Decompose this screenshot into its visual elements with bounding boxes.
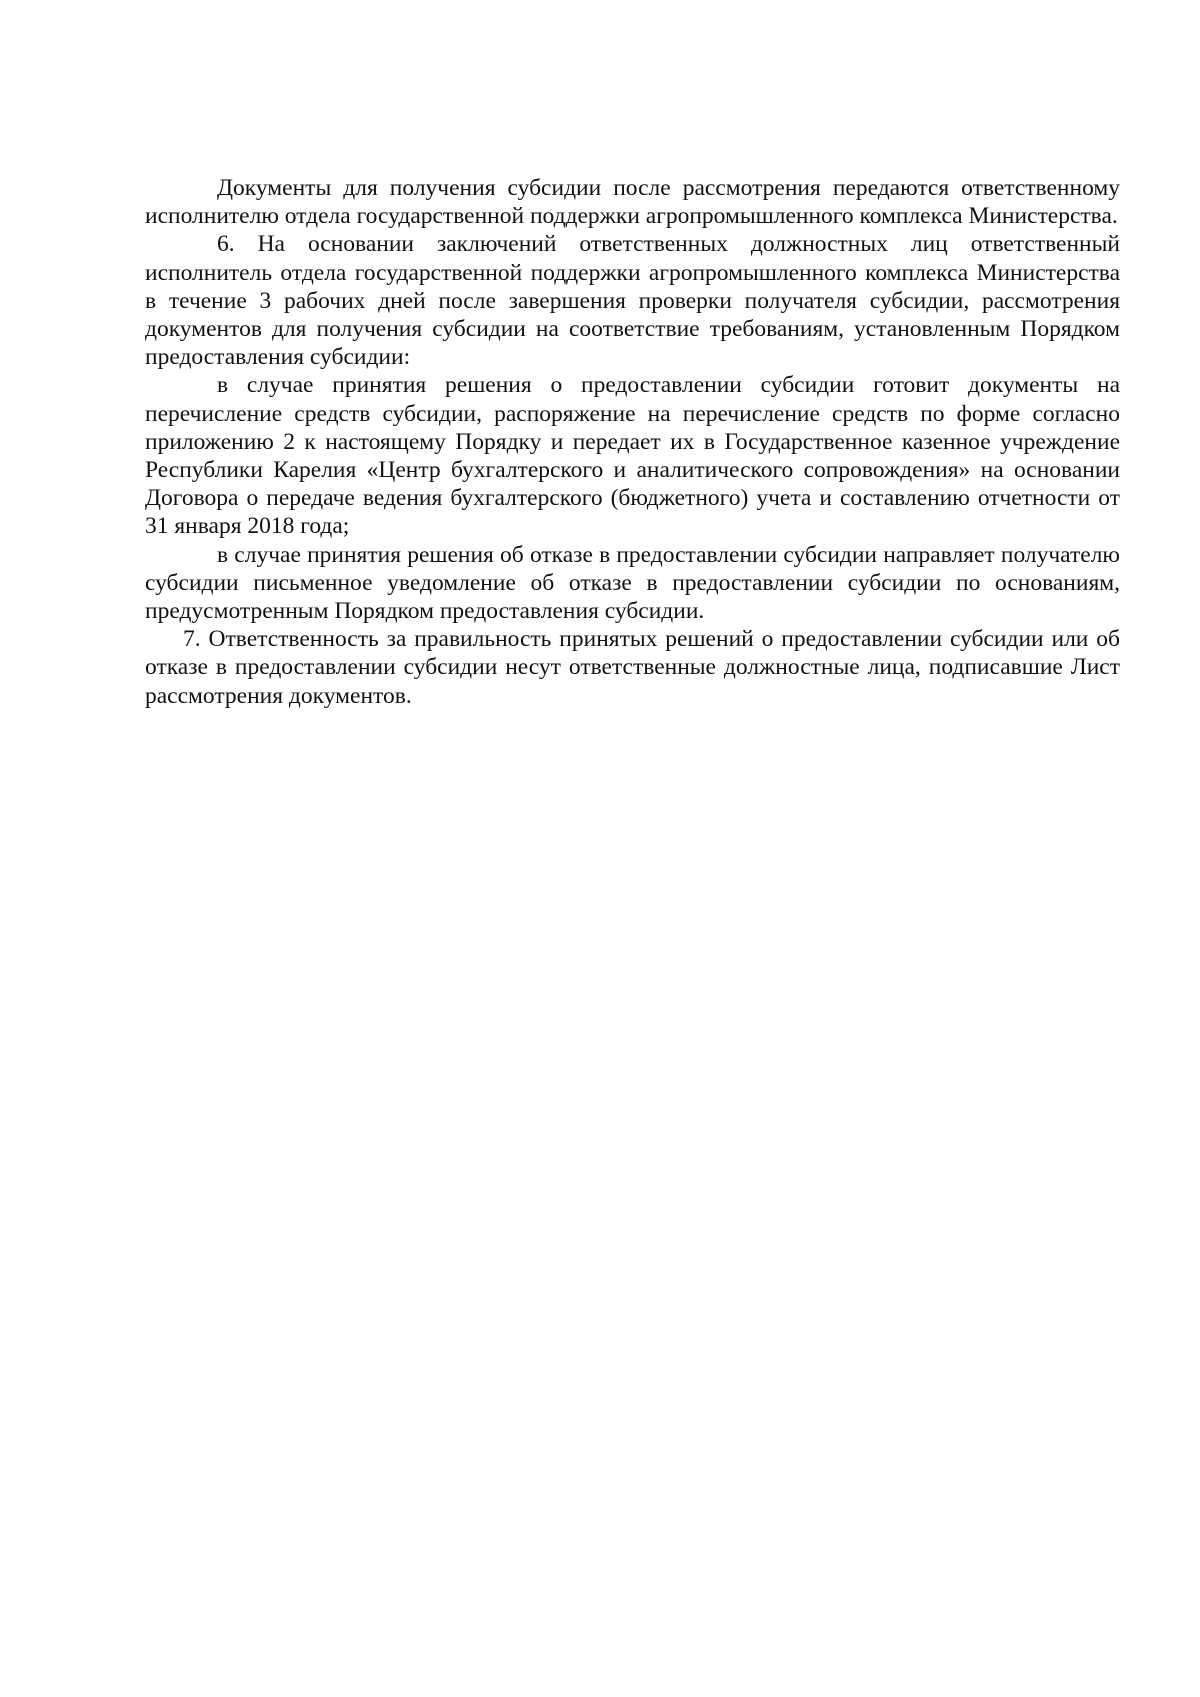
paragraph-item-7: 7. Ответственность за правильность принятых решений о предоставлении субсидии или об отказе в предоставлении субсидии несут ответственные должностные лица, подписавшие Лист рассмотрения документов.: [145, 626, 1120, 709]
paragraph-documents-transfer: Документы для получения субсидии после рассмотрения передаются ответственному исполнителю отдела государственной поддержки агропромышленного комплекса Министерства.: [145, 175, 1120, 230]
paragraph-refusal-decision: в случае принятия решения об отказе в предоставлении субсидии направляет получателю субсидии письменное уведомление об отказе в предоставлении субсидии по основаниям, предусмотренным Порядком предоставления субсидии.: [145, 541, 1120, 625]
document-body: [145, 174, 1120, 710]
paragraph-grant-decision: в случае принятия решения о предоставлении субсидии готовит документы на перечисление средств субсидии, распоряжение на перечисление средств по форме согласно приложению 2 к настоящему Порядку и передает их в Государственное казенное учреждение Республики Карелия «Центр бухгалтерского и аналитического сопровождения» на основании Договора о передаче ведения бухгалтерского (бюджетного) учета и составлению отчетности от 31 января 2018 года;: [145, 372, 1120, 540]
paragraph-item-6: 6. На основании заключений ответственных должностных лиц ответственный исполнитель отдела государственной поддержки агропромышленного комплекса Министерства в течение 3 рабочих дней после завершения проверки получателя субсидии, рассмотрения документов для получения субсидии на соответствие требованиям, установленным Порядком предоставления субсидии:: [145, 231, 1120, 371]
